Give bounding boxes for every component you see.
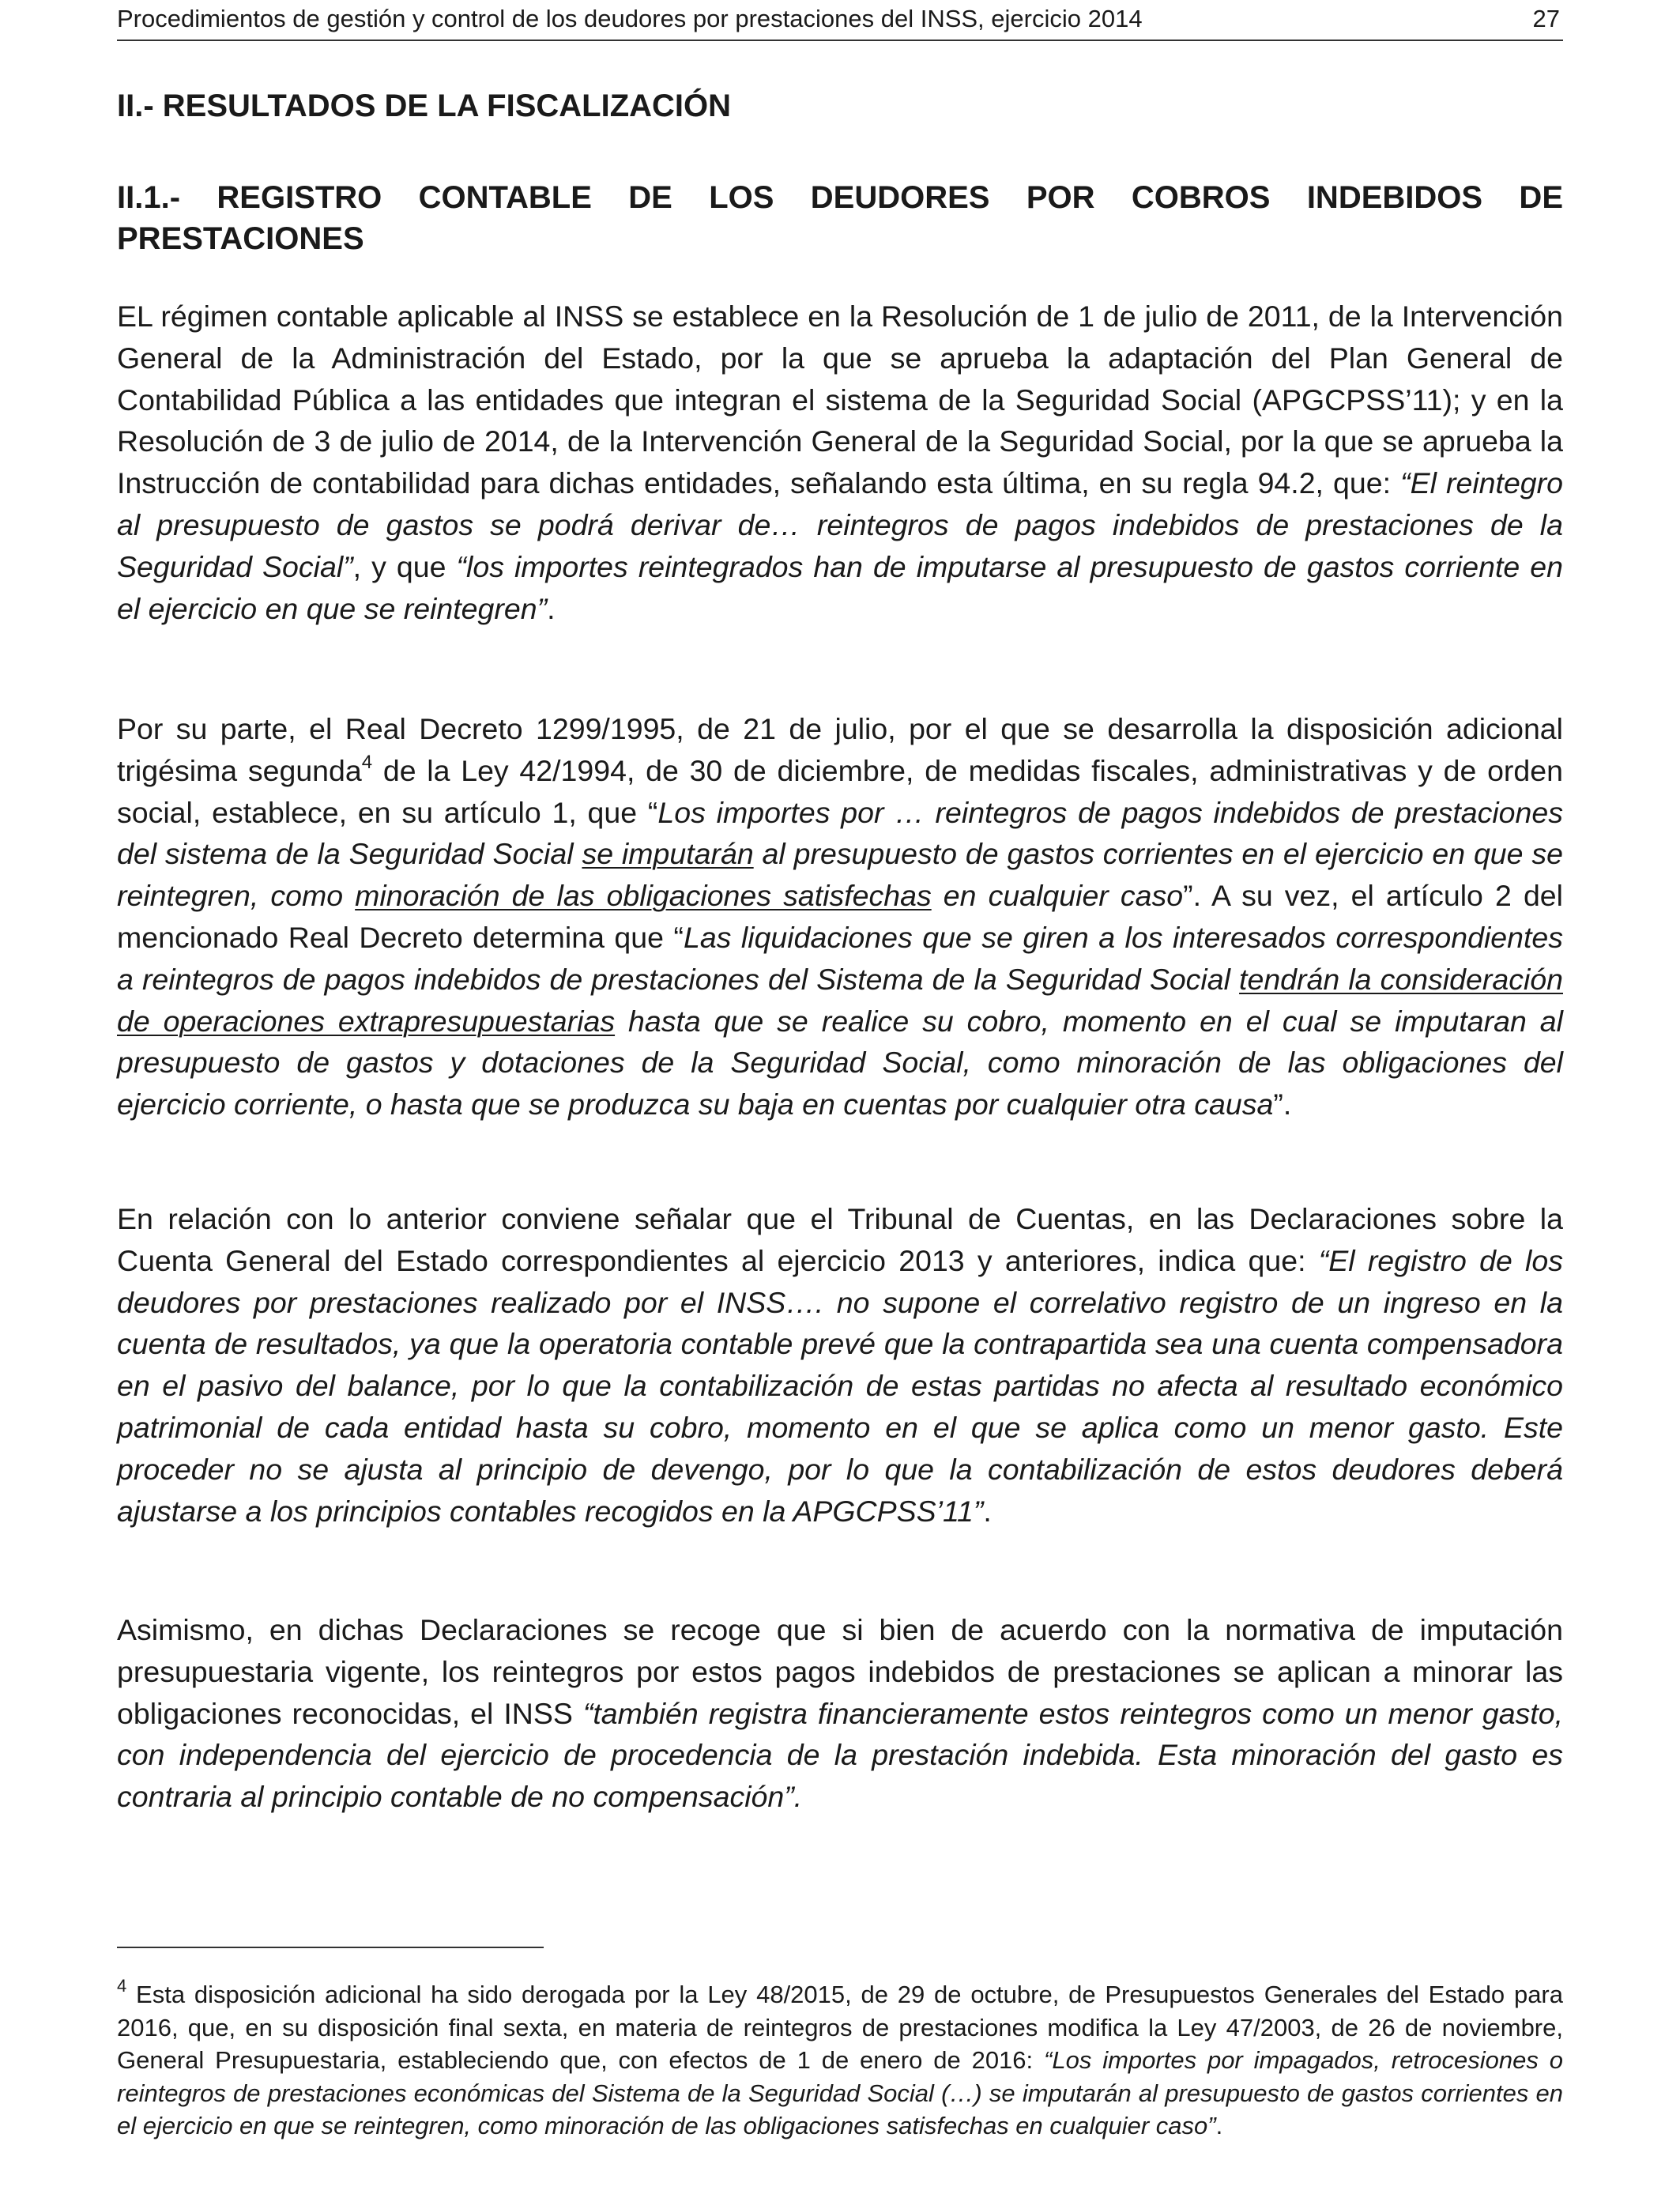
subsection-title: II.1.- REGISTRO CONTABLE DE LOS DEUDORES POR COBROS INDEBIDOS DE PRESTACIONES: [117, 180, 1563, 256]
quote-text: en cualquier caso: [931, 879, 1184, 913]
paragraph-4: [117, 1609, 1563, 1818]
footnote-text: .: [1215, 2112, 1223, 2140]
paragraph-text: EL régimen contable aplicable al INSS se establece en la Resolución de 1 de julio de 2011, de la Intervención General de la Administración del Estado, por la que se aprueba la adaptación del Plan General de Contabilidad Pública a las entidades que integran el sistema de la Seguridad Social (APGCPSS’11); y en la Resolución de 3 de julio de 2014, de la Intervención General de la Seguridad Social, por la que se aprueba la Instrucción de contabilidad para dichas entidades, señalando esta última, en su regla 94.2, que:: [117, 300, 1563, 500]
paragraph-text: , y que: [352, 549, 457, 583]
underlined-quote-text: se imputarán: [582, 837, 754, 871]
paragraph-text: ”.: [1273, 1088, 1292, 1122]
paragraph-text: Por su parte, el Real Decreto 1299/1995, de 21 de julio, por el que se desarrolla la disposición adicional trigésima segunda: [117, 712, 1563, 787]
paragraph-text: .: [547, 591, 556, 625]
footnote-text: Esta disposición adicional ha sido derogada por la Ley 48/2015, de 29 de octubre, de Presupuestos Generales del Estado para 2016, que, en su disposición final sexta, en materia de reintegros de prestaciones modifica la Ley 47/2003, de 26 de noviembre, General Presupuestaria, estableciendo que, con efectos de 1 de enero de 2016:: [117, 1981, 1563, 2075]
underlined-quote-text: minoración de las obligaciones satisfechas: [355, 879, 932, 913]
quote-text: “los importes reintegrados han de imputarse al presupuesto de gastos corriente en el ejercicio en que se reintegren”: [117, 549, 1563, 625]
paragraph-text: .: [983, 1494, 992, 1528]
section-title: II.- RESULTADOS DE LA FISCALIZACIÓN: [117, 89, 732, 123]
quote-text: Los importes por … reintegros de pagos indebidos de prestaciones del sistema de la Seguridad Social: [117, 795, 1563, 871]
header-title: Procedimientos de gestión y control de los deudores por prestaciones del INSS, ejercicio 2014: [117, 5, 1143, 32]
footnote-reference[interactable]: 4: [361, 751, 373, 773]
paragraph-text: ”. A su vez, el artículo 2 del mencionado Real Decreto determina que “: [117, 879, 1563, 954]
quote-text: hasta que se realice su cobro, momento en el cual se imputaran al presupuesto de gastos y dotaciones de la Seguridad Social, como minoración de las obligaciones del ejercicio corriente, o hasta que se produzca su baja en cuentas por cualquier otra causa: [117, 1004, 1563, 1122]
footnote-separator: [117, 1947, 544, 1948]
paragraph-3: [117, 1198, 1563, 1532]
running-header: [117, 2, 1563, 41]
paragraph-text: Asimismo, en dichas Declaraciones se recoge que si bien de acuerdo con la normativa de imputación presupuestaria vigente, los reintegros por estos pagos indebidos de prestaciones se aplican a minorar las obligaciones reconocidas, el INSS: [117, 1613, 1563, 1730]
quote-text: “también registra financieramente estos reintegros como un menor gasto, con independencia del ejercicio de procedencia de la prestación indebida. Esta minoración del gasto es contraria al principio contable de no compensación”.: [117, 1696, 1563, 1814]
paragraph-text: de la Ley 42/1994, de 30 de diciembre, de medidas fiscales, administrativas y de orden social, establece, en su artículo 1, que “: [117, 753, 1563, 829]
paragraph-2: [117, 708, 1563, 1125]
quote-text: “El reintegro al presupuesto de gastos se podrá derivar de… reintegros de pagos indebidos de prestaciones de la Seguridad Social”: [117, 466, 1563, 583]
footnote: [117, 1978, 1563, 2143]
paragraph-text: En relación con lo anterior conviene señalar que el Tribunal de Cuentas, en las Declaraciones sobre la Cuenta General del Estado correspondientes al ejercicio 2013 y anteriores, indica que:: [117, 1202, 1563, 1277]
quote-text: “El registro de los deudores por prestaciones realizado por el INSS…. no supone el correlativo registro de un ingreso en la cuenta de resultados, ya que la operatoria contable prevé que la contrapartida sea una cuenta compensadora en el pasivo del balance, por lo que la contabilización de estas partidas no afecta al resultado económico patrimonial de cada entidad hasta su cobro, momento en el que se aplica como un menor gasto. Este proceder no se ajusta al principio de devengo, por lo que la contabilización de estos deudores deberá ajustarse a los principios contables recogidos en la APGCPSS’11”: [117, 1243, 1563, 1528]
underlined-quote-text: tendrán la consideración de operaciones extrapresupuestarias: [117, 962, 1563, 1038]
footnote-number: 4: [117, 1976, 127, 1996]
page-number: 27: [1532, 5, 1560, 32]
quote-text: al presupuesto de gastos corrientes en el ejercicio en que se reintegren, como: [117, 837, 1563, 913]
quote-text: Las liquidaciones que se giren a los interesados correspondientes a reintegros de pagos indebidos de prestaciones del Sistema de la Seguridad Social: [117, 920, 1564, 996]
paragraph-1: [117, 296, 1563, 629]
footnote-quote: “Los importes por impagados, retrocesiones o reintegros de prestaciones económicas del Sistema de la Seguridad Social (…) se imputarán al presupuesto de gastos corrientes en el ejercicio en que se reintegren, como minoración de las obligaciones satisfechas en cualquier caso”: [117, 2046, 1563, 2140]
